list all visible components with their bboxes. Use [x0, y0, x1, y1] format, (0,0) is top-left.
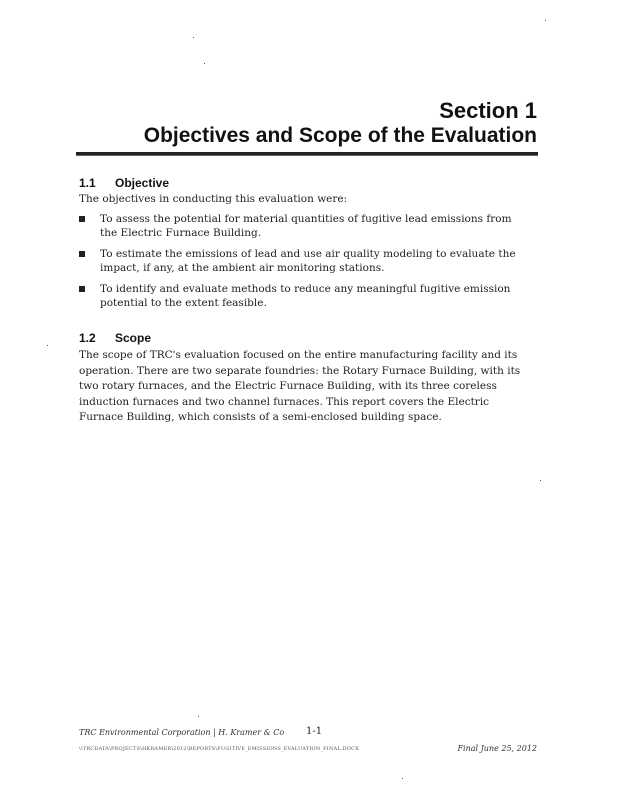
list-item — [79, 212, 529, 240]
scan-speck — [545, 20, 546, 21]
scan-speck — [193, 37, 194, 38]
bullet-text: To estimate the emissions of lead and use air quality modeling to evaluate the impact, if any, at the ambient air monitoring stations. — [100, 248, 516, 274]
bullet-text: To identify and evaluate methods to reduce any meaningful fugitive emission potential to the extent feasible. — [100, 283, 511, 309]
scope-body: The scope of TRC's evaluation focused on the entire manufacturing facility and its operation. There are two separate foundries: the Rotary Furnace Building, with its two rotary furnaces, and the Electric Furnace Building, with its three coreless induction furnaces and two channel furnaces. This report covers the Electric Furnace Building, which consists of a semi-enclosed building space. — [79, 349, 521, 423]
objective-heading-number: 1.1 — [79, 176, 96, 190]
scope-heading-number: 1.2 — [79, 331, 96, 345]
scan-speck — [540, 480, 541, 481]
bullet-square-icon — [79, 286, 85, 292]
footer-company: TRC Environmental Corporation | H. Kramer & Co — [79, 728, 285, 737]
scan-speck — [198, 716, 199, 717]
objective-heading-text: Objective — [115, 176, 170, 190]
scan-speck — [204, 63, 205, 64]
objective-heading — [79, 176, 169, 190]
section-number: Section 1 — [439, 98, 537, 123]
list-item — [79, 282, 529, 310]
bullet-text: To assess the potential for material quantities of fugitive lead emissions from the Electric Furnace Building. — [100, 213, 512, 239]
scope-heading-text: Scope — [115, 331, 152, 345]
scope-heading — [79, 331, 151, 345]
header-rule — [76, 152, 538, 156]
bullet-square-icon — [79, 251, 85, 257]
scan-speck — [47, 345, 48, 346]
objective-intro: The objectives in conducting this evaluation were: — [79, 193, 348, 205]
bullet-square-icon — [79, 216, 85, 222]
list-item — [79, 247, 529, 275]
objective-bullet-list — [79, 212, 529, 317]
footer-status: Final June 25, 2012 — [457, 744, 537, 753]
footer-file-path: \\TRCDATA\PROJECTS\HKRAMER\2012\REPORTS\FUGITIVE_EMISSIONS_EVALUATION_FINAL.DOCX — [79, 746, 359, 752]
scan-speck — [402, 778, 403, 779]
footer-page-number: 1-1 — [306, 726, 323, 737]
section-title: Objectives and Scope of the Evaluation — [143, 124, 537, 147]
